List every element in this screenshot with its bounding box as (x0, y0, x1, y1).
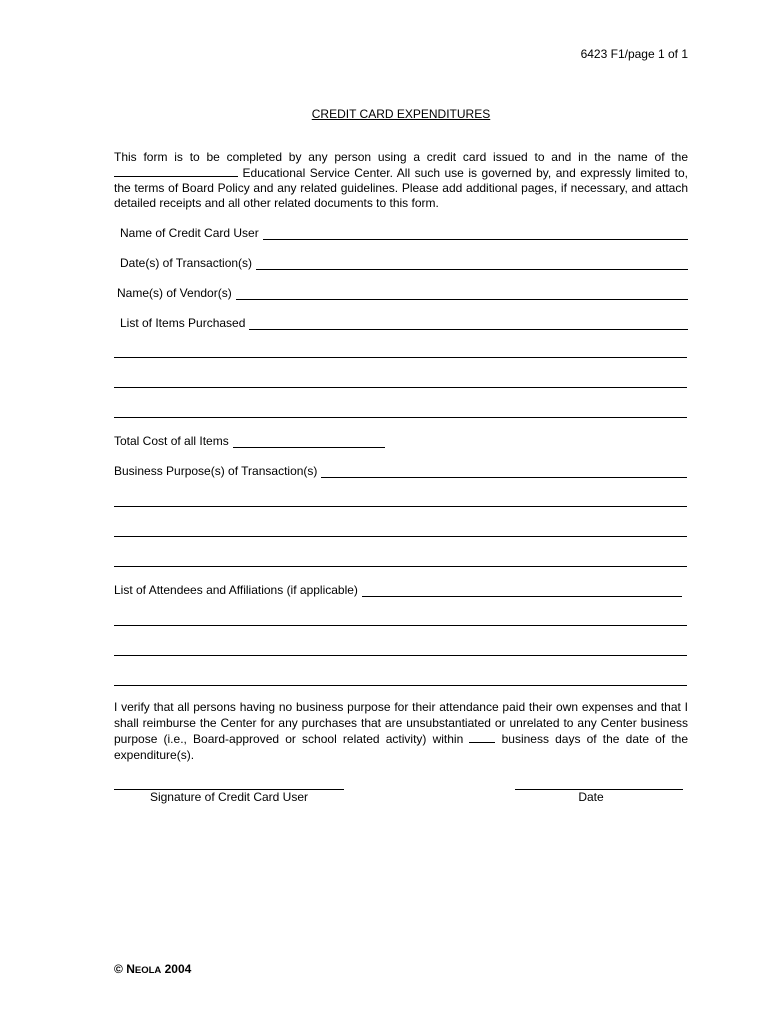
copyright-symbol: © (114, 962, 123, 976)
card-user-field[interactable] (120, 226, 688, 240)
total-cost-field[interactable] (114, 434, 385, 448)
vendors-field[interactable] (117, 286, 688, 300)
date-label: Date (578, 790, 604, 804)
vendors-label: Name(s) of Vendor(s) (117, 286, 232, 300)
business-purpose-field[interactable] (114, 464, 687, 478)
attendees-field[interactable] (114, 583, 682, 597)
purpose-extra-line-3[interactable] (114, 566, 687, 567)
attendees-label: List of Attendees and Affiliations (if applicable) (114, 583, 358, 597)
verification-paragraph (114, 700, 688, 763)
card-user-label: Name of Credit Card User (120, 226, 259, 240)
signature-label: Signature of Credit Card User (149, 790, 309, 804)
items-extra-line-3[interactable] (114, 417, 687, 418)
items-extra-line-1[interactable] (114, 357, 687, 358)
center-name-blank[interactable] (114, 165, 238, 177)
brand-rest: EOLA (134, 965, 162, 976)
vendors-line[interactable] (236, 287, 688, 300)
items-field[interactable] (120, 316, 688, 330)
verification-text-1: I verify that all persons having no business purpose for their attendance paid their own expenses and that I shall reimburse the Center for any purchases that are unsubstantiated or unrelated to any Center business purpose (i.e., Board-approved or school related activity) within (114, 700, 688, 746)
items-label: List of Items Purchased (120, 316, 246, 330)
verification-text-2: business days of the date of the expenditure(s). (114, 732, 689, 762)
attendees-extra-line-2[interactable] (114, 655, 687, 656)
copyright-year: 2004 (164, 962, 192, 976)
transaction-dates-field[interactable] (120, 256, 688, 270)
transaction-dates-line[interactable] (256, 257, 688, 270)
attendees-line[interactable] (362, 584, 682, 597)
card-user-line[interactable] (263, 227, 688, 240)
purpose-extra-line-1[interactable] (114, 506, 687, 507)
intro-text-1: This form is to be completed by any person using a credit card issued to and in the name of the (114, 150, 688, 164)
brand-initial: N (126, 962, 135, 976)
items-line[interactable] (249, 317, 688, 330)
items-extra-line-2[interactable] (114, 387, 687, 388)
business-purpose-line[interactable] (321, 465, 687, 478)
intro-paragraph (114, 150, 688, 211)
form-title: CREDIT CARD EXPENDITURES (311, 107, 491, 121)
business-days-blank[interactable] (469, 731, 495, 743)
transaction-dates-label: Date(s) of Transaction(s) (120, 256, 253, 270)
page-reference: 6423 F1/page 1 of 1 (580, 47, 688, 61)
attendees-extra-line-3[interactable] (114, 685, 687, 686)
intro-text-2: Educational Service Center. All such use is governed by, and expressly limited to, the terms of Board Policy and any related guidelines. Please add additional pages, if necessary, and attach detailed receipts and all other related documents to this form. (114, 166, 688, 210)
attendees-extra-line-1[interactable] (114, 625, 687, 626)
business-purpose-label: Business Purpose(s) of Transaction(s) (114, 464, 318, 478)
total-cost-label: Total Cost of all Items (114, 434, 229, 448)
copyright-notice (114, 962, 191, 976)
purpose-extra-line-2[interactable] (114, 536, 687, 537)
total-cost-line[interactable] (233, 435, 385, 448)
